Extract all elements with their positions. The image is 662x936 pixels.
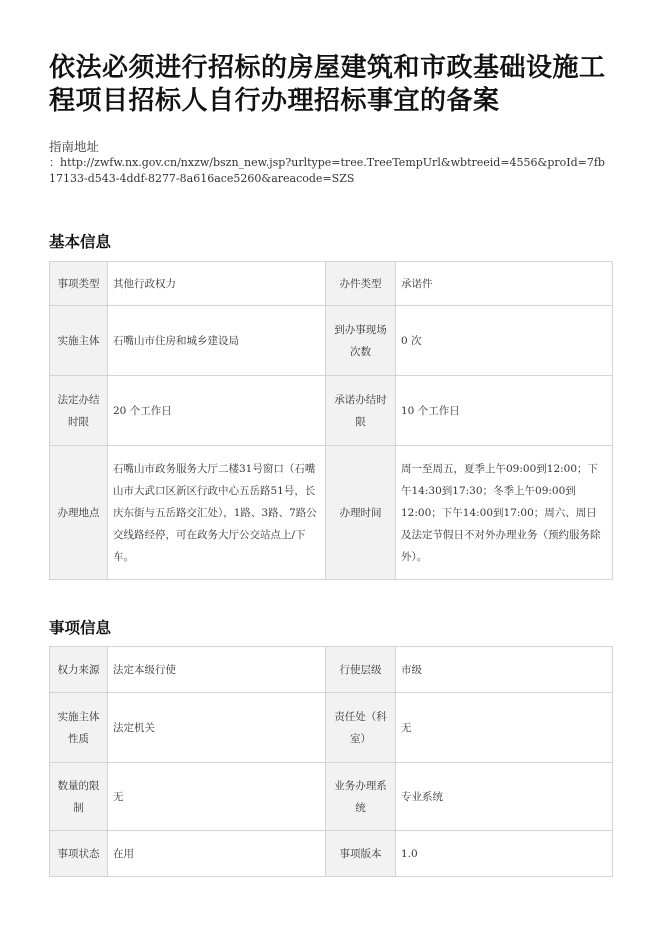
guide-address-url[interactable]: ：http://zwfw.nx.gov.cn/nxzw/bszn_new.jsp?urltype=tree.TreeTempUrl&wbtreeid=4556&proId=7fb17133-d543-4ddf-8277-8a616ace5260&areacode=SZS bbox=[49, 156, 605, 185]
value-cell: 市级 bbox=[396, 647, 613, 693]
guide-address-label: 指南地址 bbox=[49, 139, 100, 154]
value-cell: 其他行政权力 bbox=[108, 262, 326, 306]
value-cell: 承诺件 bbox=[396, 262, 613, 306]
label-cell: 事项类型 bbox=[50, 262, 108, 306]
value-cell: 无 bbox=[108, 763, 326, 831]
item-info-table bbox=[49, 646, 613, 877]
label-cell: 责任处（科室） bbox=[326, 693, 396, 763]
table-row bbox=[50, 693, 613, 763]
section-title-basic-info: 基本信息 bbox=[49, 232, 112, 251]
section-title-item-info: 事项信息 bbox=[49, 618, 112, 637]
label-cell: 到办事现场次数 bbox=[326, 306, 396, 376]
value-cell: 法定本级行使 bbox=[108, 647, 326, 693]
label-cell: 事项状态 bbox=[50, 831, 108, 877]
table-row bbox=[50, 831, 613, 877]
table-row bbox=[50, 446, 613, 580]
value-cell: 专业系统 bbox=[396, 763, 613, 831]
label-cell: 业务办理系统 bbox=[326, 763, 396, 831]
basic-info-table bbox=[49, 261, 613, 580]
document-page bbox=[49, 0, 612, 860]
label-cell: 实施主体 bbox=[50, 306, 108, 376]
table-row bbox=[50, 763, 613, 831]
page-title: 依法必须进行招标的房屋建筑和市政基础设施工程项目招标人自行办理招标事宜的备案 bbox=[49, 53, 606, 116]
value-cell: 20 个工作日 bbox=[108, 376, 326, 446]
label-cell: 权力来源 bbox=[50, 647, 108, 693]
label-cell: 行使层级 bbox=[326, 647, 396, 693]
table-row bbox=[50, 376, 613, 446]
value-cell: 石嘴山市政务服务大厅二楼31号窗口（石嘴山市大武口区新区行政中心五岳路51号，长庆东街与五岳路交汇处），1路、3路、7路公交线路经停，可在政务大厅公交站点上/下车。 bbox=[108, 446, 326, 580]
value-cell: 0 次 bbox=[396, 306, 613, 376]
label-cell: 法定办结时限 bbox=[50, 376, 108, 446]
label-cell: 承诺办结时限 bbox=[326, 376, 396, 446]
value-cell: 石嘴山市住房和城乡建设局 bbox=[108, 306, 326, 376]
table-row bbox=[50, 262, 613, 306]
label-cell: 实施主体性质 bbox=[50, 693, 108, 763]
value-cell: 法定机关 bbox=[108, 693, 326, 763]
value-cell: 在用 bbox=[108, 831, 326, 877]
label-cell: 数量的限制 bbox=[50, 763, 108, 831]
label-cell: 事项版本 bbox=[326, 831, 396, 877]
table-row bbox=[50, 306, 613, 376]
table-row bbox=[50, 647, 613, 693]
value-cell: 10 个工作日 bbox=[396, 376, 613, 446]
label-cell: 办理时间 bbox=[326, 446, 396, 580]
value-cell: 1.0 bbox=[396, 831, 613, 877]
value-cell: 周一至周五，夏季上午09:00到12:00；下午14:30到17:30；冬季上午09:00到12:00；下午14:00到17:00；周六、周日及法定节假日不对外办理业务（预约服务除外）。 bbox=[396, 446, 613, 580]
label-cell: 办理地点 bbox=[50, 446, 108, 580]
label-cell: 办件类型 bbox=[326, 262, 396, 306]
value-cell: 无 bbox=[396, 693, 613, 763]
